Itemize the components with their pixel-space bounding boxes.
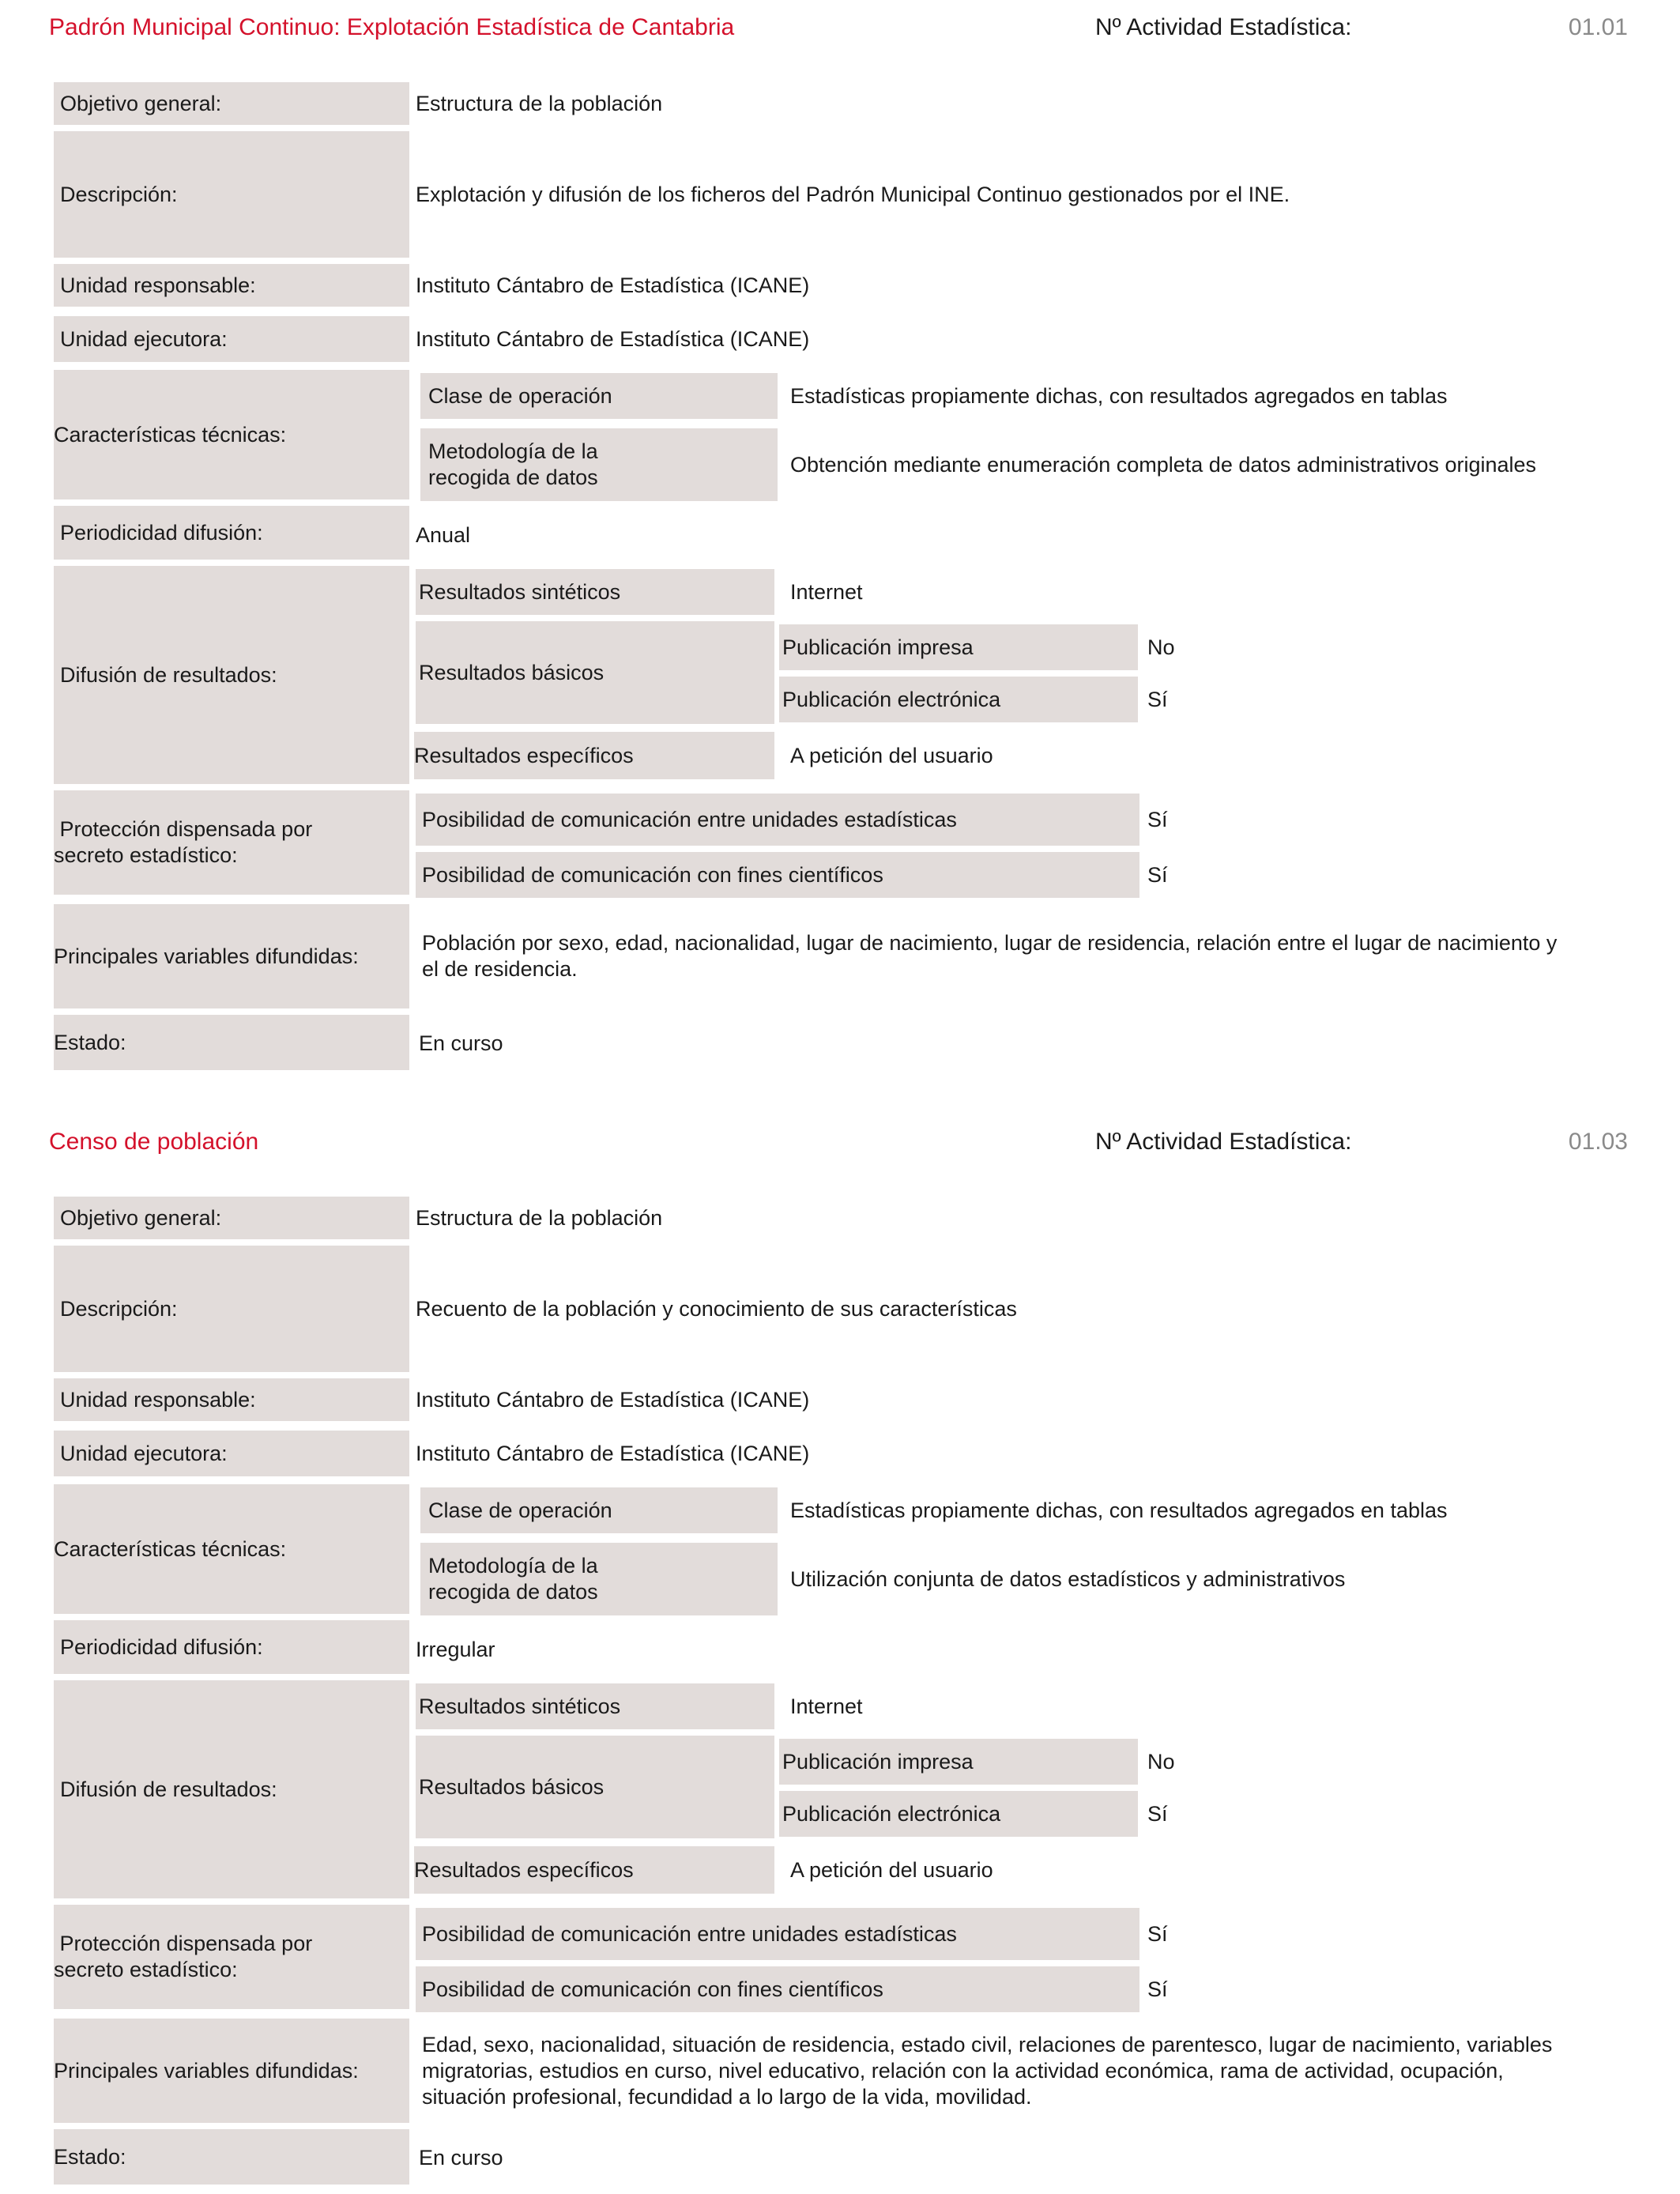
unidad-ejecutora-value: Instituto Cántabro de Estadística (ICANE) xyxy=(416,326,810,351)
variables-line: Población por sexo, edad, nacionalidad, lugar de nacimiento, lugar de residencia, relación entre el lugar de nacimiento y xyxy=(422,931,1558,955)
resultados-especificos-label: Resultados específicos xyxy=(414,1846,774,1894)
posibilidad-cientificos-label: Posibilidad de comunicación con fines científicos xyxy=(416,852,1139,898)
difusion-label: Difusión de resultados: xyxy=(54,566,409,784)
posibilidad-cientificos-value: Sí xyxy=(1147,1977,1168,2001)
principales-variables-value xyxy=(422,904,1655,1008)
variables-line: situación profesional, fecundidad a lo largo de la vida, movilidad. xyxy=(422,2084,1032,2109)
resultados-basicos-label: Resultados básicos xyxy=(416,1736,774,1838)
proteccion-label-line2: secreto estadístico: xyxy=(54,1958,238,1981)
posibilidad-unidades-value: Sí xyxy=(1147,807,1168,831)
principales-variables-label: Principales variables difundidas: xyxy=(54,904,409,1008)
proteccion-label xyxy=(54,1905,409,2009)
resultados-sinteticos-label: Resultados sintéticos xyxy=(416,1683,774,1729)
unidad-responsable-label: Unidad responsable: xyxy=(54,1378,409,1421)
metodologia-label-line2: recogida de datos xyxy=(428,1580,598,1604)
publicacion-impresa-label: Publicación impresa xyxy=(779,624,1138,670)
unidad-responsable-label: Unidad responsable: xyxy=(54,264,409,307)
caracteristicas-label: Características técnicas: xyxy=(54,370,409,499)
variables-line: Edad, sexo, nacionalidad, situación de residencia, estado civil, relaciones de parentesco, lugar de nacimiento, variables xyxy=(422,2032,1553,2056)
unidad-responsable-value: Instituto Cántabro de Estadística (ICANE) xyxy=(416,1387,810,1412)
descripcion-label: Descripción: xyxy=(54,131,409,258)
estado-value: En curso xyxy=(419,1031,503,1055)
metodologia-label xyxy=(420,428,778,501)
unidad-ejecutora-label: Unidad ejecutora: xyxy=(54,316,409,362)
activity-number-label: Nº Actividad Estadística: xyxy=(1095,1129,1352,1155)
publicacion-electronica-value: Sí xyxy=(1147,687,1168,711)
activity-title: Censo de población xyxy=(49,1129,259,1155)
metodologia-label-line2: recogida de datos xyxy=(428,466,598,489)
metodologia-label-line1: Metodología de la xyxy=(428,1554,598,1578)
activity-header xyxy=(0,1129,1680,1160)
unidad-ejecutora-label: Unidad ejecutora: xyxy=(54,1431,409,1476)
objetivo-value: Estructura de la población xyxy=(416,1205,663,1230)
publicacion-impresa-value: No xyxy=(1147,635,1175,659)
posibilidad-cientificos-label: Posibilidad de comunicación con fines científicos xyxy=(416,1966,1139,2012)
unidad-responsable-value: Instituto Cántabro de Estadística (ICANE) xyxy=(416,273,810,297)
difusion-label: Difusión de resultados: xyxy=(54,1680,409,1898)
activity-number-label: Nº Actividad Estadística: xyxy=(1095,14,1352,40)
resultados-sinteticos-label: Resultados sintéticos xyxy=(416,569,774,615)
unidad-ejecutora-value: Instituto Cántabro de Estadística (ICANE) xyxy=(416,1441,810,1465)
activity-card xyxy=(0,1114,1680,2194)
clase-operacion-label: Clase de operación xyxy=(420,373,778,419)
resultados-especificos-label: Resultados específicos xyxy=(414,732,774,779)
publicacion-impresa-value: No xyxy=(1147,1749,1175,1774)
proteccion-label-line2: secreto estadístico: xyxy=(54,843,238,867)
descripcion-value: Recuento de la población y conocimiento de sus características xyxy=(416,1296,1017,1321)
variables-line: el de residencia. xyxy=(422,957,578,981)
estado-value: En curso xyxy=(419,2145,503,2169)
proteccion-label xyxy=(54,790,409,895)
posibilidad-unidades-label: Posibilidad de comunicación entre unidades estadísticas xyxy=(416,794,1139,846)
clase-operacion-label: Clase de operación xyxy=(420,1487,778,1533)
metodologia-label xyxy=(420,1543,778,1615)
activity-title: Padrón Municipal Continuo: Explotación Estadística de Cantabria xyxy=(49,14,735,40)
publicacion-electronica-label: Publicación electrónica xyxy=(779,1791,1138,1837)
proteccion-label-line1: Protección dispensada por xyxy=(54,1932,313,1955)
descripcion-label: Descripción: xyxy=(54,1246,409,1372)
periodicidad-value: Irregular xyxy=(416,1637,495,1661)
publicacion-electronica-value: Sí xyxy=(1147,1801,1168,1826)
resultados-sinteticos-value: Internet xyxy=(790,579,863,604)
objetivo-value: Estructura de la población xyxy=(416,91,663,115)
objetivo-label: Objetivo general: xyxy=(54,1197,409,1239)
metodologia-value: Obtención mediante enumeración completa de datos administrativos originales xyxy=(790,452,1537,477)
proteccion-label-line1: Protección dispensada por xyxy=(54,817,313,841)
posibilidad-unidades-value: Sí xyxy=(1147,1921,1168,1946)
resultados-especificos-value: A petición del usuario xyxy=(790,743,993,767)
clase-operacion-value: Estadísticas propiamente dichas, con resultados agregados en tablas xyxy=(790,1498,1448,1522)
publicacion-impresa-label: Publicación impresa xyxy=(779,1739,1138,1785)
activity-header xyxy=(0,14,1680,46)
activity-number: 01.01 xyxy=(1568,14,1628,40)
descripcion-value: Explotación y difusión de los ficheros del Padrón Municipal Continuo gestionados por el INE. xyxy=(416,182,1290,206)
periodicidad-value: Anual xyxy=(416,522,471,547)
resultados-sinteticos-value: Internet xyxy=(790,1694,863,1718)
clase-operacion-value: Estadísticas propiamente dichas, con resultados agregados en tablas xyxy=(790,383,1448,408)
resultados-basicos-label: Resultados básicos xyxy=(416,621,774,724)
caracteristicas-label: Características técnicas: xyxy=(54,1484,409,1614)
objetivo-label: Objetivo general: xyxy=(54,82,409,125)
estado-label: Estado: xyxy=(54,2129,409,2185)
periodicidad-label: Periodicidad difusión: xyxy=(54,1620,409,1674)
variables-line: migratorias, estudios en curso, nivel educativo, relación con la actividad económica, rama de actividad, ocupación, xyxy=(422,2058,1504,2083)
posibilidad-unidades-label: Posibilidad de comunicación entre unidades estadísticas xyxy=(416,1908,1139,1960)
resultados-especificos-value: A petición del usuario xyxy=(790,1857,993,1882)
activity-number: 01.03 xyxy=(1568,1129,1628,1155)
metodologia-value: Utilización conjunta de datos estadísticos y administrativos xyxy=(790,1566,1346,1591)
publicacion-electronica-label: Publicación electrónica xyxy=(779,677,1138,722)
principales-variables-label: Principales variables difundidas: xyxy=(54,2019,409,2123)
periodicidad-label: Periodicidad difusión: xyxy=(54,506,409,560)
metodologia-label-line1: Metodología de la xyxy=(428,439,598,463)
estado-label: Estado: xyxy=(54,1015,409,1070)
principales-variables-value xyxy=(422,2019,1655,2123)
posibilidad-cientificos-value: Sí xyxy=(1147,862,1168,887)
